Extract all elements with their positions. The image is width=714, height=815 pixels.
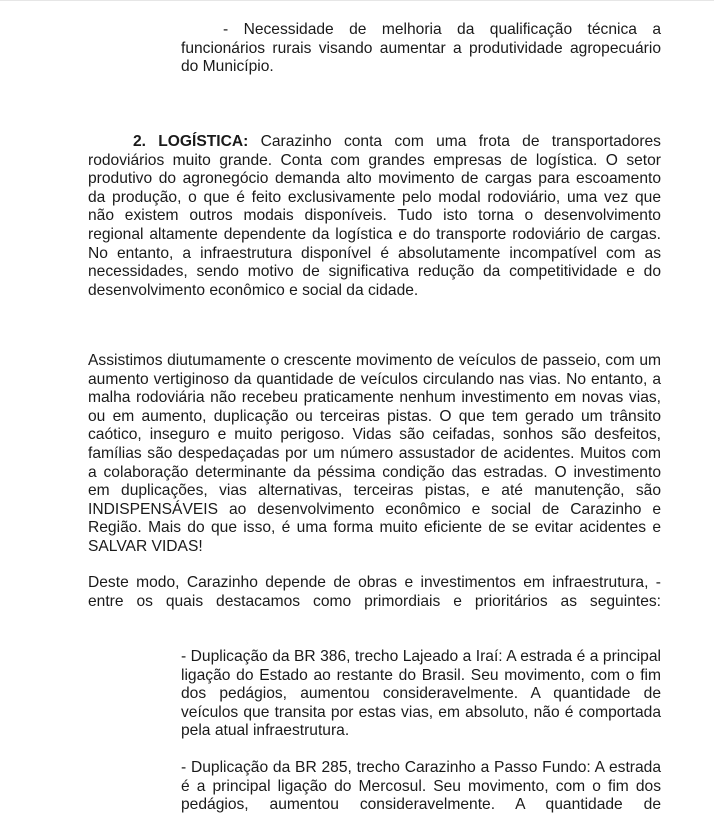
paragraph-assistimos: Assistimos diutumamente o crescente movimento de veículos de passeio, com um aumento vertiginoso da quantidade de veículos circulando nas vias. No entanto, a malha rodoviária não recebeu praticamente nenhum investimento em novas vias, ou em aumento, duplicação ou terceiras pistas. O que tem gerado um trânsito caótico, inseguro e muito perigoso. Vidas são ceifadas, sonhos são desfeitos, famílias são despedaçadas por um número assustador de acidentes. Muitos com a colaboração determinante da péssima condição das estradas. O investimento em duplicações, vias alternativas, terceiras pistas, e até manutenção, são INDISPENSÁVEIS ao desenvolvimento econômico e social de Carazinho e Região. Mais do que isso, é uma forma muito eficiente de se evitar acidentes e SALVAR VIDAS! — [88, 352, 661, 555]
item-duplicacao-br386: - Duplicação da BR 386, trecho Lajeado a Iraí: A estrada é a principal ligação do Estado ao restante do Brasil. Seu movimento, com o fim dos pedágios, aumentou consideravelmente. A quantidade de veículos que transita por estas vias, em absoluto, não é comportada pela atual infraestrutura. — [181, 648, 661, 740]
section-logistica — [88, 133, 661, 300]
section-logistica-heading: 2. LOGÍSTICA: — [133, 133, 249, 150]
item-qualificacao-tecnica: - Necessidade de melhoria da qualificação técnica a funcionários rurais visando aumentar a produtividade agropecuário do Município. — [181, 21, 661, 76]
section-logistica-text: Carazinho conta com uma frota de transportadores rodoviários muito grande. Conta com grandes empresas de logística. O setor produtivo do agronegócio demanda alto movimento de cargas para escoamento da produção, o que é feito exclusivamente pelo modal rodoviário, uma vez que não existem outros modais disponíveis. Tudo isto torna o desenvolvimento regional altamente dependente da logística e do transporte rodoviário de cargas. No entanto, a infraestrutura disponível é absolutamente incompatível com as necessidades, sendo motivo de significativa redução da competitividade e do desenvolvimento econômico e social da cidade. — [88, 133, 661, 299]
page-top-border — [0, 0, 714, 1]
paragraph-deste-modo: Deste modo, Carazinho depende de obras e investimentos em infraestrutura, - entre os quais destacamos como primordiais e prioritários as seguintes: — [88, 574, 661, 610]
item-duplicacao-br285: - Duplicação da BR 285, trecho Carazinho a Passo Fundo: A estrada é a principal ligação do Mercosul. Seu movimento, com o fim dos pedágios, aumentou consideravelmente. A quantidade de — [181, 759, 661, 814]
